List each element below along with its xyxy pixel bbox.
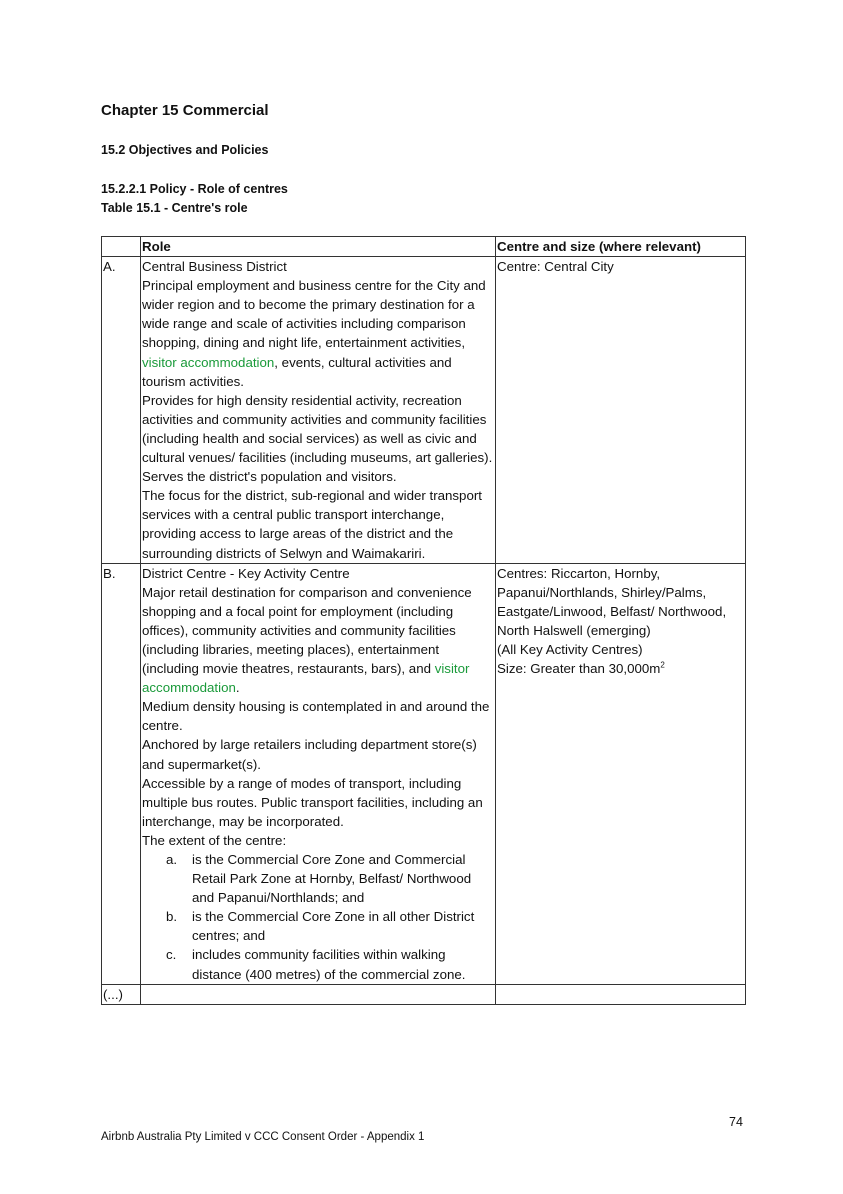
footer-text: Airbnb Australia Pty Limited v CCC Consent Order - Appendix 1 <box>101 1131 425 1143</box>
role-title: Central Business District <box>142 259 287 275</box>
visitor-accommodation-link[interactable]: visitor accommodation <box>142 354 275 370</box>
centres-role-table <box>101 236 746 1005</box>
visitor-accommodation-link[interactable]: visitor accommodation <box>142 661 470 696</box>
policy-heading: 15.2.2.1 Policy - Role of centres <box>101 182 288 196</box>
list-marker: b. <box>166 909 178 925</box>
centre-text: Centre: Central City <box>497 259 614 275</box>
role-title: District Centre - Key Activity Centre <box>142 565 350 581</box>
size-superscript: 2 <box>660 660 665 670</box>
list-marker: c. <box>166 947 177 963</box>
row-label: B. <box>102 563 141 984</box>
list-item <box>142 907 494 945</box>
empty-cell <box>141 984 496 1004</box>
role-text: . <box>235 680 240 696</box>
role-paragraph <box>142 583 494 698</box>
role-paragraph: Accessible by a range of modes of transport, including multiple bus routes. Public transport facilities, including an interchange, may be incorporated. <box>142 775 483 829</box>
table-row-b <box>102 563 746 984</box>
role-paragraph <box>142 276 494 391</box>
row-label: (...) <box>102 984 141 1004</box>
empty-cell <box>496 984 746 1004</box>
centre-cell <box>496 563 746 984</box>
role-paragraph: Serves the district's population and visitors. <box>142 469 397 485</box>
list-item <box>142 850 494 907</box>
table-header-row <box>102 237 746 257</box>
role-cell <box>141 257 496 564</box>
row-label: A. <box>102 257 141 564</box>
list-item <box>142 945 494 983</box>
table-row-continued <box>102 984 746 1004</box>
role-paragraph: Provides for high density residential activity, recreation activities and community activities and community facilities (including health and social services) as well as civic and cultural venues/ facilities (including museums, art galleries). <box>142 392 493 466</box>
list-marker: a. <box>166 852 178 867</box>
centre-text: (All Key Activity Centres) <box>497 641 643 657</box>
list-text: includes community facilities within walking distance (400 metres) of the commercial zone. <box>192 947 466 982</box>
role-paragraph: The focus for the district, sub-regional and wider transport services with a central public transport interchange, providing access to large areas of the district and the surrounding districts of Selwyn and Waimakariri. <box>142 488 482 561</box>
role-text: , events, cultural activities and tourism activities. <box>142 354 452 389</box>
role-paragraph: The extent of the centre: <box>142 832 287 848</box>
header-role: Role <box>141 237 496 257</box>
centre-extent-list <box>142 850 494 984</box>
role-text: Major retail destination for comparison and convenience shopping and a focal point for employment (including offices), community activities and community facilities (including libraries, meeting places), entertainment (including movie theatres, restaurants, bars), and <box>142 584 472 677</box>
role-cell <box>141 563 496 984</box>
header-centre-size: Centre and size (where relevant) <box>496 237 746 257</box>
list-text: is the Commercial Core Zone and Commercial Retail Park Zone at Hornby, Belfast/ Northwood and Papanui/Northlands; and <box>192 852 472 906</box>
header-blank <box>102 237 141 257</box>
centre-size <box>497 659 744 678</box>
table-row-a <box>102 257 746 564</box>
page-number: 74 <box>729 1115 743 1129</box>
role-text: Principal employment and business centre for the City and wider region and to become the primary destination for a wide range and scale of activities including comparison shopping, dining and night life, entertainment activities, <box>142 278 486 351</box>
table-title: Table 15.1 - Centre's role <box>101 201 248 215</box>
chapter-title: Chapter 15 Commercial <box>101 102 269 119</box>
list-text: is the Commercial Core Zone in all other District centres; and <box>192 909 475 944</box>
size-text: Size: Greater than 30,000m <box>497 661 661 677</box>
centre-text: Centres: Riccarton, Hornby, Papanui/Northlands, Shirley/Palms, Eastgate/Linwood, Belfast/ Northwood, North Halswell (emerging) <box>497 565 727 638</box>
role-paragraph: Anchored by large retailers including department store(s) and supermarket(s). <box>142 737 477 772</box>
section-heading: 15.2 Objectives and Policies <box>101 143 269 157</box>
policy-heading-block <box>101 180 288 218</box>
centre-cell <box>496 257 746 564</box>
role-paragraph: Medium density housing is contemplated in and around the centre. <box>142 699 490 734</box>
